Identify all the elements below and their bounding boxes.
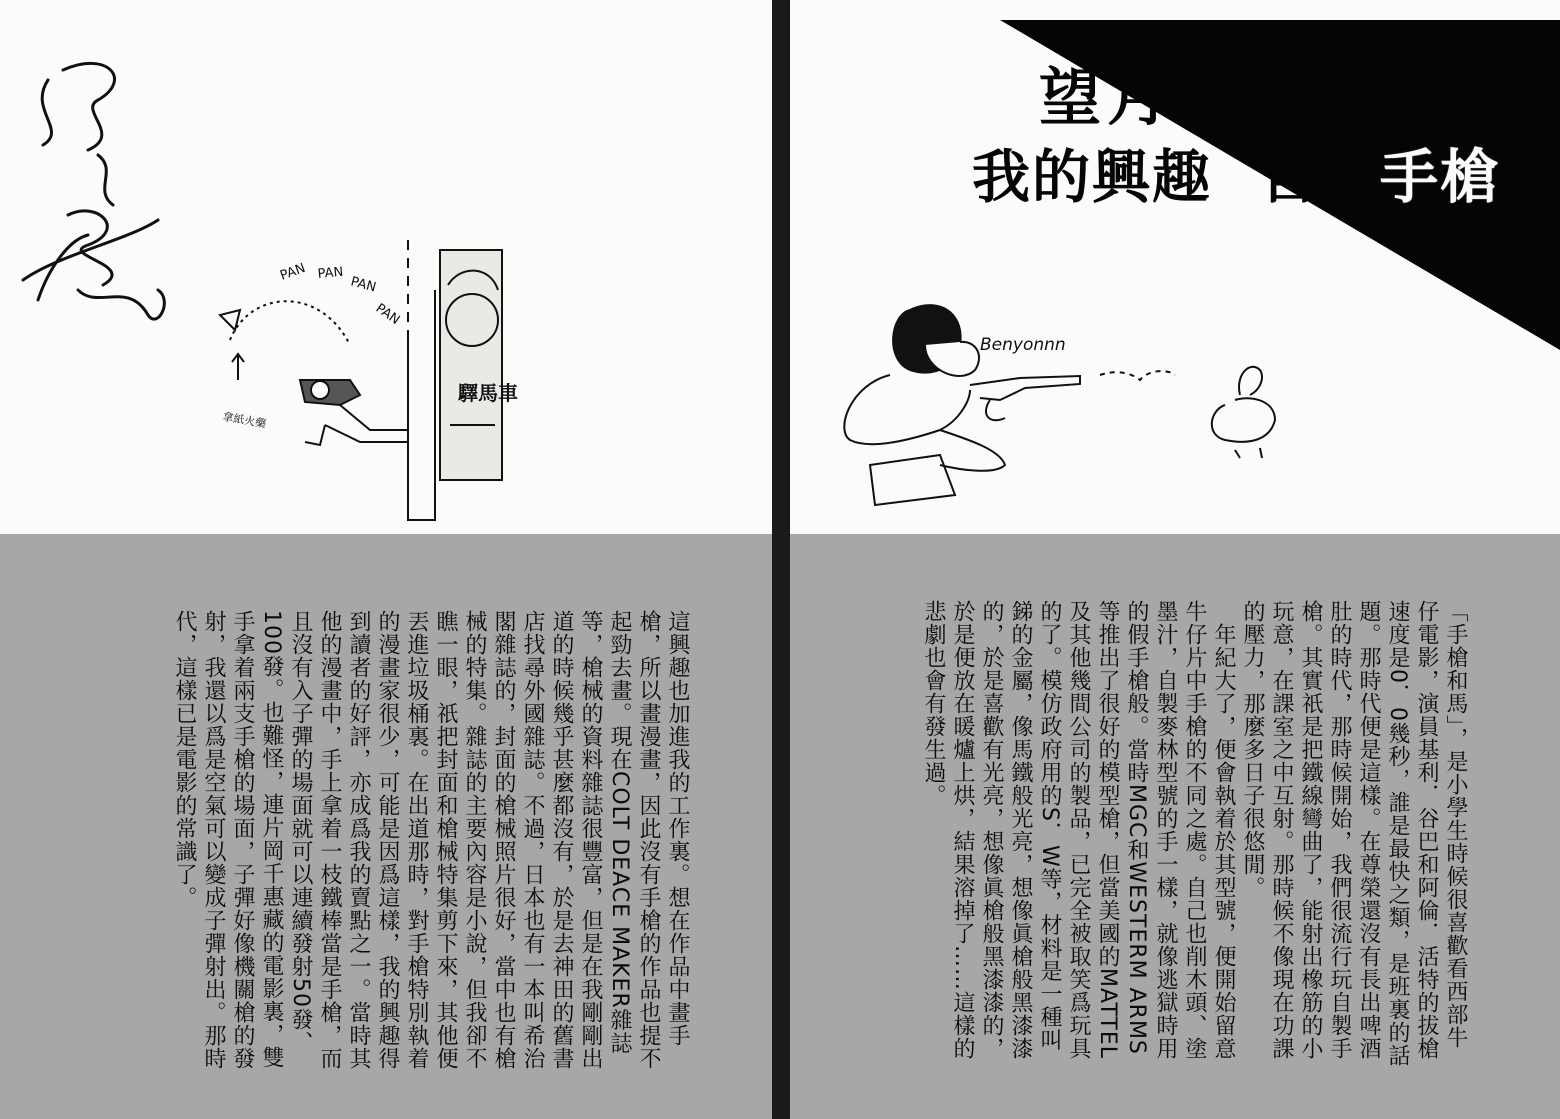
book-gutter: [772, 0, 790, 1119]
essay-title-part-1: 我的興趣: [971, 143, 1212, 211]
arrow-note: 拿紙火藥: [221, 410, 268, 431]
left-page: [0, 0, 772, 1119]
sfx-pan-4: PAN: [372, 300, 403, 328]
sfx-pan-1: PAN: [278, 260, 308, 284]
right-essay-text: 「手槍和馬」，是小學生時候很喜歡看西部牛仔電影，演員基利．谷巴和阿倫．活特的拔槍速度是0．0幾秒，誰是最快之類，是班裏的話題。那時代便是這樣。在尊榮還沒有長出啤酒肚的時代，那時候開始，我們很流行玩自製手槍。其實祇是把鐵線彎曲了，能射出橡筋的小玩意，在課室之中互射。那時候不像現在功課的壓力，那麼多日子很悠閒。 年紀大了，便會執着於其型號，便開始留意牛仔片中手槍的不同之處。自己也削木頭、塗墨汁，自製麥林型號的手一樣，就像逃獄時用的假手槍般。當時MGC和WESTERM ARMS等推出了很好的模型槍，但當美國的MATTEL及其他幾間公司的製品，已完全被取笑爲玩具的了。模仿政府用的S．W等，材料是一種叫銻的金屬，像馬鐵般光亮，想像眞槍般黑漆漆的，於是喜歡有光亮，想像眞槍般黑漆漆的，於是便放在暖爐上烘，結果溶掉了……這樣的悲劇也會有發生過。: [921, 600, 1468, 1067]
cartoon-kid-illustration: [830, 290, 1310, 510]
cartoon-gun-illustration: [210, 230, 518, 530]
right-page: [790, 0, 1560, 1119]
essay-series-title: 望月隨筆其之七: [1038, 61, 1515, 134]
signature-image: [8, 40, 178, 330]
essay-title-part-2: 自製: [1259, 143, 1380, 211]
sfx-benyon: Benyonnn: [980, 335, 1066, 355]
sfx-pan-2: PAN: [317, 264, 344, 282]
poster-title: 驛馬車: [458, 381, 518, 405]
essay-title: [972, 130, 1500, 214]
essay-title-part-3: 手槍: [1379, 143, 1500, 211]
sfx-pan-3: PAN: [348, 274, 378, 296]
left-essay-text: 這興趣也加進我的工作裏。想在作品中畫手槍，所以畫漫畫，因此沒有手槍的作品也提不起勁去畫。現在COLT DEACE MAKER雜誌等，槍械的資料雜誌很豐富，但是在我剛剛出道的時候幾乎甚麼都沒有，於是去神田的舊書店找尋外國雜誌。不過，日本也有一本叫希治閣雜誌的，封面的槍械照片很好，當中也有槍械的特集。雜誌的主要內容是小說，但我卻不瞧一眼，祇把封面和槍械特集剪下來，其他便丟進垃圾桶裏。在出道那時，對手槍特別執着的漫畫家很少，可能是因爲這樣，我的興趣得到讀者的好評，亦成爲我的賣點之一。當時其他的漫畫中，手上拿着一枝鐵棒當是手槍，而且沒有入子彈的場面就可以連續發射50發、100發。也難怪，連片岡千惠藏的電影裏，雙手拿着兩支手槍的場面，子彈好像機關槍的發射，我還以爲是空氣可以變成子彈射出。那時代，這樣已是電影的常識了。: [172, 610, 690, 1070]
